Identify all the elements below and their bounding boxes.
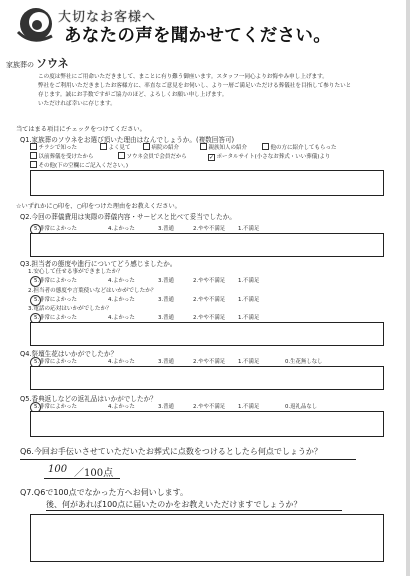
brand-main: ソウネ — [36, 57, 69, 70]
scale-1[interactable]: 1.不満足 — [238, 359, 260, 365]
scale-1[interactable]: 1.不満足 — [238, 278, 260, 284]
q1-option[interactable] — [30, 152, 94, 160]
checkbox-icon[interactable] — [30, 152, 37, 159]
q7-label-2: 後、何があれば100点に届いたのかをお教えいただけますでしょうか？ — [46, 500, 302, 509]
q7-comment-box[interactable] — [30, 514, 384, 562]
q1-option-label: その他(下の空欄にご記入ください。) — [38, 163, 129, 169]
scale-2[interactable]: 2.やや不満足 — [193, 297, 226, 303]
q6-answer-line — [44, 478, 120, 479]
scale-4[interactable]: 4.よかった — [108, 226, 135, 232]
q1-option-label: 他の方に紹介してもらった — [270, 145, 337, 151]
scale-3[interactable]: 3.普通 — [158, 359, 174, 365]
scale-3[interactable]: 3.普通 — [158, 278, 174, 284]
q3-scale-2 — [0, 295, 410, 304]
title-line1: 大切なお客様へ — [58, 10, 157, 25]
scale-5[interactable]: 5.非常によかった — [34, 278, 77, 284]
intro-line: いただければ幸いに存じます。 — [38, 101, 116, 107]
q6-answer[interactable]: 100 — [48, 464, 68, 475]
scale-2[interactable]: 2.やや不満足 — [193, 315, 226, 321]
scale-3[interactable]: 3.普通 — [158, 315, 174, 321]
intro-line: 存じます。誠にお手数ですがご協力のほど、よろしくお願い申し上げます。 — [38, 92, 228, 98]
q3-scale-1 — [0, 276, 410, 285]
scale-1[interactable]: 1.不満足 — [238, 226, 260, 232]
checkbox-icon[interactable] — [262, 143, 269, 150]
page-title: あなたの声を聞かせてください。 — [64, 26, 331, 46]
q5-comment-box[interactable] — [30, 411, 384, 437]
q1-option-checked[interactable] — [208, 152, 330, 161]
scale-3[interactable]: 3.普通 — [158, 297, 174, 303]
q6-suffix: ／100点 — [74, 468, 114, 479]
scale-3[interactable]: 3.普通 — [158, 226, 174, 232]
q4-label: Q4.祭壇生花はいかがでしたか？ — [20, 350, 118, 358]
scale-4[interactable]: 4.よかった — [108, 404, 135, 410]
scale-5[interactable]: 5.非常によかった — [34, 226, 77, 232]
q2-label: Q2.今回の葬儀費用は実際の葬儀内容・サービスと比べて妥当でしたか。 — [20, 213, 236, 221]
q3-label: Q3.担当者の態度や進行についてどう感じましたか。 — [20, 260, 177, 268]
q2-comment-box[interactable] — [30, 233, 384, 257]
q3-sub3: 3.電話の応対はいかがでしたか？ — [28, 306, 112, 312]
brand-sub: 家族葬の — [6, 61, 34, 69]
q6-underline — [20, 459, 356, 460]
q1-option-label: チラシで知った — [38, 145, 78, 151]
scale-5[interactable]: 5.非常によかった — [34, 404, 77, 410]
scale-4[interactable]: 4.よかった — [108, 359, 135, 365]
checkbox-icon[interactable] — [30, 161, 37, 168]
q5-label: Q5.香典返しなどの返礼品はいかがでしたか？ — [20, 395, 157, 403]
scale-0[interactable]: 0.返礼品なし — [285, 404, 318, 410]
checkmark-icon[interactable]: ✓ — [209, 154, 215, 161]
scale-0[interactable]: 0.生花無しなし — [285, 359, 323, 365]
q1-option[interactable] — [200, 143, 247, 151]
q3-comment-box[interactable] — [30, 322, 384, 346]
scale-4[interactable]: 4.よかった — [108, 278, 135, 284]
checkbox-icon[interactable] — [30, 143, 37, 150]
q1-option-label: 親族知人の紹介 — [208, 145, 248, 151]
q5-scale — [0, 402, 410, 411]
checkbox-icon[interactable] — [118, 152, 125, 159]
q3-sub2: 2.担当者の態度や言葉使いなどはいかがでしたか？ — [28, 288, 157, 294]
q1-option[interactable] — [262, 143, 337, 151]
scale-1[interactable]: 1.不満足 — [238, 404, 260, 410]
scale-2[interactable]: 2.やや不満足 — [193, 226, 226, 232]
intro-line: 弊社をご利用いただきましたお客様方に、率直なご意見をお伺いし、より一層ご満足いただける葬儀社を目指して参りたいと — [38, 83, 352, 89]
q1-option[interactable] — [143, 143, 179, 151]
checkbox-icon[interactable] — [100, 143, 107, 150]
scale-5[interactable]: 5.非常によかった — [34, 297, 77, 303]
scale-4[interactable]: 4.よかった — [108, 297, 135, 303]
q6-label: Q6.今回お手伝いさせていただいたお葬式に点数をつけるとしたら何点でしょうか？ — [20, 447, 322, 456]
q1-option-label: ソウネ会員で会員だから — [126, 154, 187, 160]
scale-2[interactable]: 2.やや不満足 — [193, 404, 226, 410]
checkbox-icon[interactable] — [143, 143, 150, 150]
q1-label: Q1.家族葬のソウネをお選び頂いた理由はなんでしょうか。(複数回答可) — [20, 136, 235, 144]
scale-4[interactable]: 4.よかった — [108, 315, 135, 321]
q4-scale — [0, 357, 410, 366]
q2-scale — [0, 224, 410, 233]
q1-comment-box[interactable] — [30, 170, 384, 196]
scale-3[interactable]: 3.普通 — [158, 404, 174, 410]
intro-text — [38, 73, 388, 109]
q1-option[interactable] — [30, 143, 77, 151]
scale-5[interactable]: 5.非常によかった — [34, 315, 77, 321]
q1-option-label: 以前葬儀を受けたから — [38, 154, 94, 160]
q1-option-label: ポータルサイト(小さなお葬式・いい葬儀)より — [216, 154, 331, 160]
page-edge — [406, 0, 410, 576]
instruction: 当てはまる項目にチェックをつけてください。 — [16, 126, 146, 133]
checkbox-icon[interactable] — [200, 143, 207, 150]
q3-scale-3 — [0, 313, 410, 322]
scale-1[interactable]: 1.不満足 — [238, 315, 260, 321]
q1-option[interactable] — [30, 161, 128, 169]
q1-option-label: よく見て — [108, 145, 131, 151]
q1-option[interactable] — [118, 152, 187, 160]
scale-2[interactable]: 2.やや不満足 — [193, 278, 226, 284]
q3-sub1: 1.安心して任せる事ができましたか？ — [28, 269, 123, 275]
swirl-logo-icon — [12, 2, 62, 52]
q7-underline — [46, 510, 342, 511]
q4-comment-box[interactable] — [30, 366, 384, 390]
scale-1[interactable]: 1.不満足 — [238, 297, 260, 303]
q7-label-1: Q7.Q6で100点でなかった方へお伺いします。 — [20, 488, 188, 497]
q1-option-label: 病院の紹介 — [151, 145, 180, 151]
brand-name — [6, 55, 69, 71]
q1-option[interactable] — [100, 143, 131, 151]
note: ☆いずれかに○印を、○印をつけた理由をお教えください。 — [16, 203, 181, 210]
scale-5[interactable]: 5.非常によかった — [34, 359, 77, 365]
scale-2[interactable]: 2.やや不満足 — [193, 359, 226, 365]
intro-line: この度は弊社にご用命いただきまして、まことに有り難う御座います。スタッフ一同心よりお悔やみ申し上げます。 — [38, 74, 328, 80]
